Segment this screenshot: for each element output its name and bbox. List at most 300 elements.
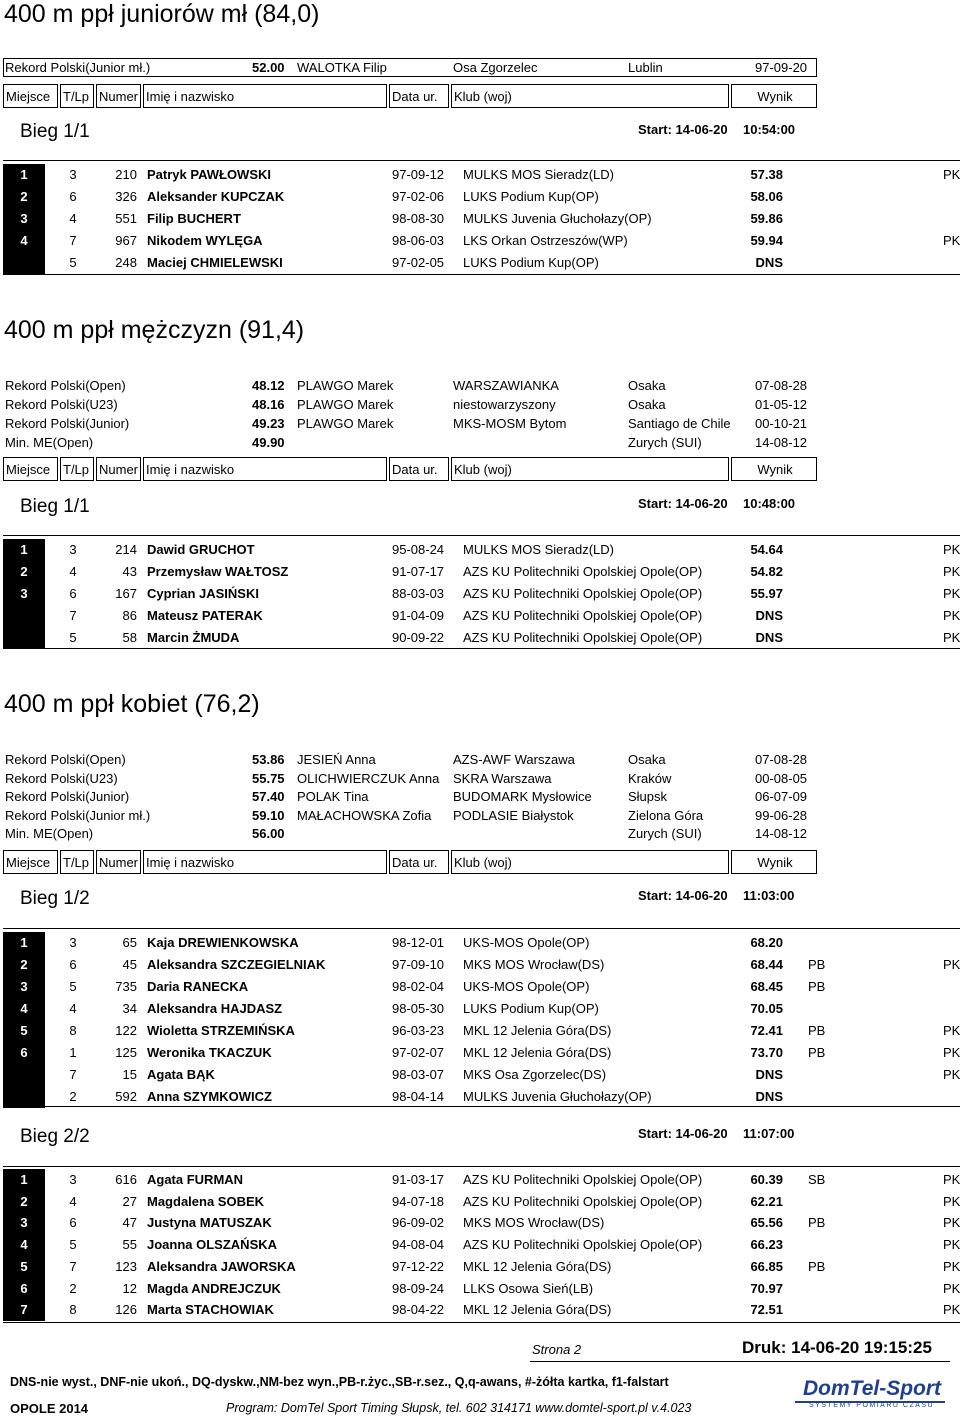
record-date: 14-08-12	[755, 826, 808, 842]
record-flag: PB	[808, 1023, 826, 1038]
athlete-name: Filip BUCHERT	[147, 211, 241, 226]
birth-date: 96-03-23	[392, 1023, 445, 1038]
place-cell: 4	[3, 998, 45, 1020]
divider	[3, 160, 960, 161]
heat-title: Bieg 2/2	[20, 1126, 90, 1147]
pk-flag: PK	[943, 1215, 960, 1231]
lane-cell: 7	[69, 608, 77, 623]
record-date: 97-09-20	[755, 60, 808, 75]
record-label: Min. ME(Open)	[5, 435, 94, 450]
club-name: MULKS Juvenia Głuchołazy(OP)	[463, 211, 652, 226]
divider	[3, 928, 960, 929]
table-row	[3, 605, 960, 627]
result: DNS	[755, 630, 783, 645]
lane-cell: 6	[69, 586, 77, 601]
lane-cell: 5	[69, 630, 77, 645]
lane-cell: 4	[69, 1001, 77, 1016]
lane-cell: 6	[69, 957, 77, 972]
heat-time: 10:48:00	[743, 496, 796, 511]
club-name: UKS-MOS Opole(OP)	[463, 979, 590, 994]
legend: DNS-nie wyst., DNF-nie ukoń., DQ-dyskw.,NM-bez wyn.,PB-r.życ.,SB-r.sez., Q,q-awans, #-żółta kartka, f1-falstart	[10, 1375, 669, 1389]
club-name: MULKS MOS Sieradz(LD)	[463, 542, 614, 557]
record-label: Min. ME(Open)	[5, 826, 94, 842]
club-name: LUKS Podium Kup(OP)	[463, 255, 599, 270]
club-name: LUKS Podium Kup(OP)	[463, 189, 599, 204]
club-name: MKL 12 Jelenia Góra(DS)	[463, 1258, 612, 1274]
record-result: 56.00	[252, 826, 285, 842]
birth-date: 88-03-03	[392, 586, 445, 601]
divider	[3, 1166, 960, 1167]
table-row	[3, 186, 960, 208]
header-klub: Klub (woj)	[451, 84, 729, 108]
athlete-name: Maciej CHMIELEWSKI	[147, 255, 283, 270]
record-holder: PLAWGO Marek	[297, 416, 394, 431]
header-wynik: Wynik	[731, 84, 817, 108]
record-date: 00-10-21	[755, 416, 808, 431]
record-club: BUDOMARK Mysłowice	[453, 789, 592, 805]
result: DNS	[755, 1089, 783, 1104]
heat-start: Start: 14-06-20	[638, 888, 728, 903]
place-cell: 2	[3, 561, 45, 583]
divider	[3, 535, 960, 536]
logo-text: DomTel-Sport	[803, 1377, 942, 1400]
record-place: Santiago de Chile	[628, 416, 731, 431]
pk-flag: PK	[943, 542, 960, 557]
result: 70.97	[750, 1280, 783, 1296]
table-row	[3, 1234, 960, 1256]
lane-cell: 8	[69, 1023, 77, 1038]
header-klub: Klub (woj)	[451, 850, 729, 874]
club-name: MULKS Juvenia Głuchołazy(OP)	[463, 1089, 652, 1104]
table-row	[3, 1212, 960, 1234]
bib-number: 123	[115, 1258, 137, 1274]
result: 59.94	[750, 233, 783, 248]
record-place: Osaka	[628, 378, 666, 393]
athlete-name: Agata BĄK	[147, 1067, 215, 1082]
record-flag: PB	[808, 957, 826, 972]
result: 58.06	[750, 189, 783, 204]
pk-flag: PK	[943, 957, 960, 972]
lane-cell: 5	[69, 255, 77, 270]
table-header	[3, 850, 817, 876]
place-cell	[3, 1086, 45, 1108]
birth-date: 98-05-30	[392, 1001, 445, 1016]
pk-flag: PK	[943, 1172, 960, 1187]
heat-start: Start: 14-06-20	[638, 496, 728, 511]
result: 65.56	[750, 1215, 783, 1231]
record-club: WARSZAWIANKA	[453, 378, 559, 393]
place-cell	[3, 252, 45, 274]
bib-number: 167	[115, 586, 137, 601]
lane-cell: 5	[69, 1237, 77, 1253]
lane-cell: 6	[69, 1215, 77, 1231]
bib-number: 214	[115, 542, 137, 557]
place-cell: 2	[3, 954, 45, 976]
lane-cell: 5	[69, 979, 77, 994]
athlete-name: Nikodem WYLĘGA	[147, 233, 263, 248]
club-name: AZS KU Politechniki Opolskiej Opole(OP)	[463, 630, 703, 645]
bib-number: 47	[122, 1215, 137, 1231]
birth-date: 91-07-17	[392, 564, 445, 579]
bib-number: 58	[122, 630, 137, 645]
place-cell: 1	[3, 932, 45, 954]
table-row	[3, 1020, 960, 1042]
bib-number: 967	[115, 233, 137, 248]
pk-flag: PK	[943, 586, 960, 601]
club-name: AZS KU Politechniki Opolskiej Opole(OP)	[463, 1193, 703, 1209]
pk-flag: PK	[943, 1023, 960, 1038]
table-row	[3, 561, 960, 583]
table-row	[3, 583, 960, 605]
table-row	[3, 1299, 960, 1321]
birth-date: 98-08-30	[392, 211, 445, 226]
record-place: Zielona Góra	[628, 807, 704, 823]
table-row	[3, 976, 960, 998]
birth-date: 97-09-12	[392, 167, 445, 182]
birth-date: 90-09-22	[392, 630, 445, 645]
place-cell: 1	[3, 1169, 45, 1191]
bib-number: 45	[122, 957, 137, 972]
place-cell: 5	[3, 1256, 45, 1278]
header-miejsce: Miejsce	[3, 850, 58, 874]
page-number: Strona 2	[532, 1342, 582, 1357]
club-name: MKL 12 Jelenia Góra(DS)	[463, 1302, 612, 1318]
table-row	[3, 230, 960, 252]
athlete-name: Dawid GRUCHOT	[147, 542, 255, 557]
bib-number: 65	[122, 935, 137, 950]
record-date: 14-08-12	[755, 435, 808, 450]
place-cell	[3, 627, 45, 649]
bib-number: 125	[115, 1045, 137, 1060]
place-cell: 6	[3, 1042, 45, 1064]
header-miejsce: Miejsce	[3, 84, 58, 108]
table-row	[3, 164, 960, 186]
place-cell	[3, 605, 45, 627]
club-name: LLKS Osowa Sień(LB)	[463, 1280, 594, 1296]
athlete-name: Aleksandra SZCZEGIELNIAK	[147, 957, 326, 972]
record-place: Lublin	[628, 60, 663, 75]
header-wynik: Wynik	[731, 850, 817, 874]
place-cell: 4	[3, 230, 45, 252]
result: 72.51	[750, 1302, 783, 1318]
logo-subtitle: SYSTEMY POMIARU CZASU	[809, 1402, 935, 1409]
place-cell: 3	[3, 583, 45, 605]
divider	[3, 1322, 960, 1323]
record-holder: PLAWGO Marek	[297, 378, 394, 393]
heat-time: 11:07:00	[743, 1126, 795, 1141]
place-cell: 1	[3, 164, 45, 186]
record-result: 52.00	[252, 60, 285, 75]
record-place: Osaka	[628, 752, 666, 767]
result: DNS	[755, 608, 783, 623]
table-row	[3, 1169, 960, 1191]
bib-number: 86	[122, 608, 137, 623]
result: DNS	[755, 1067, 783, 1082]
place-cell: 1	[3, 539, 45, 561]
birth-date: 94-08-04	[392, 1237, 445, 1253]
record-holder: POLAK Tina	[297, 789, 369, 805]
bib-number: 34	[122, 1001, 137, 1016]
record-label: Rekord Polski(Open)	[5, 378, 126, 393]
birth-date: 91-04-09	[392, 608, 445, 623]
divider	[3, 1106, 960, 1107]
pk-flag: PK	[943, 1193, 960, 1209]
header-numer: Numer	[96, 850, 141, 874]
club-name: AZS KU Politechniki Opolskiej Opole(OP)	[463, 608, 703, 623]
record-flag: PB	[808, 979, 826, 994]
result: 72.41	[750, 1023, 783, 1038]
record-flag: PB	[808, 1258, 826, 1274]
pk-flag: PK	[943, 1302, 960, 1318]
bib-number: 15	[122, 1067, 137, 1082]
record-label: Rekord Polski(Junior)	[5, 416, 130, 431]
athlete-name: Joanna OLSZAŃSKA	[147, 1237, 278, 1253]
athlete-name: Kaja DREWIENKOWSKA	[147, 935, 299, 950]
athlete-name: Wioletta STRZEMIŃSKA	[147, 1023, 295, 1038]
table-row	[3, 932, 960, 954]
header-klub: Klub (woj)	[451, 457, 729, 481]
record-result: 48.12	[252, 378, 285, 393]
record-holder: MAŁACHOWSKA Zofia	[297, 807, 432, 823]
record-club: AZS-AWF Warszawa	[453, 752, 575, 767]
bib-number: 43	[122, 564, 137, 579]
result: 66.23	[750, 1237, 783, 1253]
record-result: 53.86	[252, 752, 285, 767]
bib-number: 592	[115, 1089, 137, 1104]
birth-date: 97-02-05	[392, 255, 445, 270]
club-name: LUKS Podium Kup(OP)	[463, 1001, 599, 1016]
birth-date: 91-03-17	[392, 1172, 445, 1187]
header-imie: Imię i nazwisko	[143, 457, 387, 481]
result: 60.39	[750, 1172, 783, 1187]
record-club: SKRA Warszawa	[453, 770, 552, 786]
pk-flag: PK	[943, 564, 960, 579]
lane-cell: 2	[69, 1089, 77, 1104]
record-result: 55.75	[252, 770, 285, 786]
bib-number: 551	[115, 211, 137, 226]
result: 70.05	[750, 1001, 783, 1016]
record-result: 59.10	[252, 807, 285, 823]
print-timestamp: Druk: 14-06-20 19:15:25	[742, 1338, 932, 1357]
lane-cell: 7	[69, 233, 77, 248]
record-flag: SB	[808, 1172, 826, 1187]
record-place: Zurych (SUI)	[628, 826, 702, 842]
record-date: 07-08-28	[755, 752, 808, 767]
place-cell: 5	[3, 1020, 45, 1042]
table-row	[3, 1256, 960, 1278]
record-label: Rekord Polski(Junior mł.)	[5, 807, 151, 823]
table-row	[3, 539, 960, 561]
header-imie: Imię i nazwisko	[143, 84, 387, 108]
record-holder: OLICHWIERCZUK Anna	[297, 770, 440, 786]
club-name: AZS KU Politechniki Opolskiej Opole(OP)	[463, 586, 703, 601]
club-name: MKS MOS Wrocław(DS)	[463, 1215, 605, 1231]
result: 54.82	[750, 564, 783, 579]
lane-cell: 4	[69, 211, 77, 226]
bib-number: 12	[122, 1280, 137, 1296]
birth-date: 97-09-10	[392, 957, 445, 972]
heat-time: 10:54:00	[743, 122, 796, 137]
domtel-logo	[795, 1377, 945, 1411]
result: 59.86	[750, 211, 783, 226]
heat-title: Bieg 1/1	[20, 496, 90, 517]
record-date: 99-06-28	[755, 807, 808, 823]
lane-cell: 3	[69, 167, 77, 182]
birth-date: 97-12-22	[392, 1258, 445, 1274]
athlete-name: Cyprian JASIŃSKI	[147, 586, 259, 601]
record-club: MKS-MOSM Bytom	[453, 416, 567, 431]
bib-number: 55	[122, 1237, 137, 1253]
athlete-name: Przemysław WAŁTOSZ	[147, 564, 289, 579]
result: 68.44	[750, 957, 783, 972]
pk-flag: PK	[943, 1237, 960, 1253]
lane-cell: 4	[69, 1193, 77, 1209]
record-holder: WALOTKA Filip	[297, 60, 387, 75]
record-place: Kraków	[628, 770, 672, 786]
result: DNS	[755, 255, 783, 270]
birth-date: 98-03-07	[392, 1067, 445, 1082]
header-numer: Numer	[96, 84, 141, 108]
header-data: Data ur.	[389, 457, 449, 481]
result: 62.21	[750, 1193, 783, 1209]
heat-start: Start: 14-06-20	[638, 122, 728, 137]
record-label: Rekord Polski(U23)	[5, 770, 118, 786]
lane-cell: 4	[69, 564, 77, 579]
lane-cell: 1	[69, 1045, 77, 1060]
place-cell: 2	[3, 186, 45, 208]
heat-start: Start: 14-06-20	[638, 1126, 728, 1141]
athlete-name: Magdalena SOBEK	[147, 1193, 265, 1209]
athlete-name: Magda ANDREJCZUK	[147, 1280, 281, 1296]
result: 66.85	[750, 1258, 783, 1274]
lane-cell: 7	[69, 1067, 77, 1082]
record-date: 07-08-28	[755, 378, 808, 393]
section-title: 400 m ppł mężczyzn (91,4)	[4, 316, 305, 344]
place-cell: 3	[3, 208, 45, 230]
birth-date: 98-04-14	[392, 1089, 445, 1104]
record-holder: JESIEŃ Anna	[297, 752, 376, 767]
bib-number: 210	[115, 167, 137, 182]
header-wynik: Wynik	[731, 457, 817, 481]
pk-flag: PK	[943, 233, 960, 248]
record-label: Rekord Polski(Open)	[5, 752, 126, 767]
athlete-name: Weronika TKACZUK	[147, 1045, 272, 1060]
result: 55.97	[750, 586, 783, 601]
athlete-name: Marcin ŻMUDA	[147, 630, 240, 645]
lane-cell: 3	[69, 542, 77, 557]
club-name: MKS Osa Zgorzelec(DS)	[463, 1067, 607, 1082]
table-row	[3, 1278, 960, 1300]
pk-flag: PK	[943, 1280, 960, 1296]
result: 57.38	[750, 167, 783, 182]
record-label: Rekord Polski(U23)	[5, 397, 118, 412]
table-header	[3, 84, 817, 110]
table-row	[3, 252, 960, 274]
club-name: MKL 12 Jelenia Góra(DS)	[463, 1045, 612, 1060]
birth-date: 96-09-02	[392, 1215, 445, 1231]
header-data: Data ur.	[389, 850, 449, 874]
club-name: AZS KU Politechniki Opolskiej Opole(OP)	[463, 1172, 703, 1187]
record-place: Słupsk	[628, 789, 668, 805]
lane-cell: 3	[69, 935, 77, 950]
record-result: 48.16	[252, 397, 285, 412]
bib-number: 122	[115, 1023, 137, 1038]
divider	[3, 648, 960, 649]
place-cell: 6	[3, 1278, 45, 1300]
table-row	[3, 1086, 960, 1108]
record-flag: PB	[808, 1045, 826, 1060]
place-cell: 4	[3, 1234, 45, 1256]
header-tlp: T/Lp	[60, 84, 94, 108]
record-club: niestowarzyszony	[453, 397, 556, 412]
header-tlp: T/Lp	[60, 457, 94, 481]
record-flag: PB	[808, 1215, 826, 1231]
result: 68.20	[750, 935, 783, 950]
table-row	[3, 954, 960, 976]
record-club: Osa Zgorzelec	[453, 60, 538, 75]
athlete-name: Patryk PAWŁOWSKI	[147, 167, 272, 182]
bib-number: 616	[115, 1172, 137, 1187]
record-result: 49.90	[252, 435, 285, 450]
pk-flag: PK	[943, 608, 960, 623]
athlete-name: Marta STACHOWIAK	[147, 1302, 274, 1318]
bib-number: 248	[115, 255, 137, 270]
record-date: 00-08-05	[755, 770, 808, 786]
club-name: AZS KU Politechniki Opolskiej Opole(OP)	[463, 1237, 703, 1253]
table-row	[3, 627, 960, 649]
bib-number: 735	[115, 979, 137, 994]
lane-cell: 7	[69, 1258, 77, 1274]
place-cell: 7	[3, 1299, 45, 1321]
result: 73.70	[750, 1045, 783, 1060]
place-cell: 2	[3, 1191, 45, 1213]
record-place: Zurych (SUI)	[628, 435, 702, 450]
record-label: Rekord Polski(Junior mł.)	[5, 60, 151, 75]
birth-date: 95-08-24	[392, 542, 445, 557]
birth-date: 98-04-22	[392, 1302, 445, 1318]
club-name: UKS-MOS Opole(OP)	[463, 935, 590, 950]
place-cell	[3, 1064, 45, 1086]
heat-title: Bieg 1/2	[20, 888, 90, 909]
lane-cell: 8	[69, 1302, 77, 1318]
birth-date: 98-02-04	[392, 979, 445, 994]
pk-flag: PK	[943, 167, 960, 182]
header-tlp: T/Lp	[60, 850, 94, 874]
bib-number: 27	[122, 1193, 137, 1209]
record-date: 01-05-12	[755, 397, 808, 412]
athlete-name: Daria RANECKA	[147, 979, 249, 994]
header-data: Data ur.	[389, 84, 449, 108]
place-cell: 3	[3, 976, 45, 998]
section-title: 400 m ppł juniorów mł (84,0)	[4, 0, 320, 28]
record-result: 49.23	[252, 416, 285, 431]
pk-flag: PK	[943, 1067, 960, 1082]
record-label: Rekord Polski(Junior)	[5, 789, 130, 805]
result: 54.64	[750, 542, 783, 557]
table-row	[3, 998, 960, 1020]
table-row	[3, 1042, 960, 1064]
lane-cell: 2	[69, 1280, 77, 1296]
program-info: Program: DomTel Sport Timing Słupsk, tel. 602 314171 www.domtel-sport.pl v.4.023	[226, 1401, 692, 1415]
table-row	[3, 208, 960, 230]
lane-cell: 6	[69, 189, 77, 204]
place-cell: 3	[3, 1212, 45, 1234]
birth-date: 94-07-18	[392, 1193, 445, 1209]
birth-date: 98-12-01	[392, 935, 445, 950]
table-row	[3, 1191, 960, 1213]
club-name: MKL 12 Jelenia Góra(DS)	[463, 1023, 612, 1038]
table-row	[3, 1064, 960, 1086]
